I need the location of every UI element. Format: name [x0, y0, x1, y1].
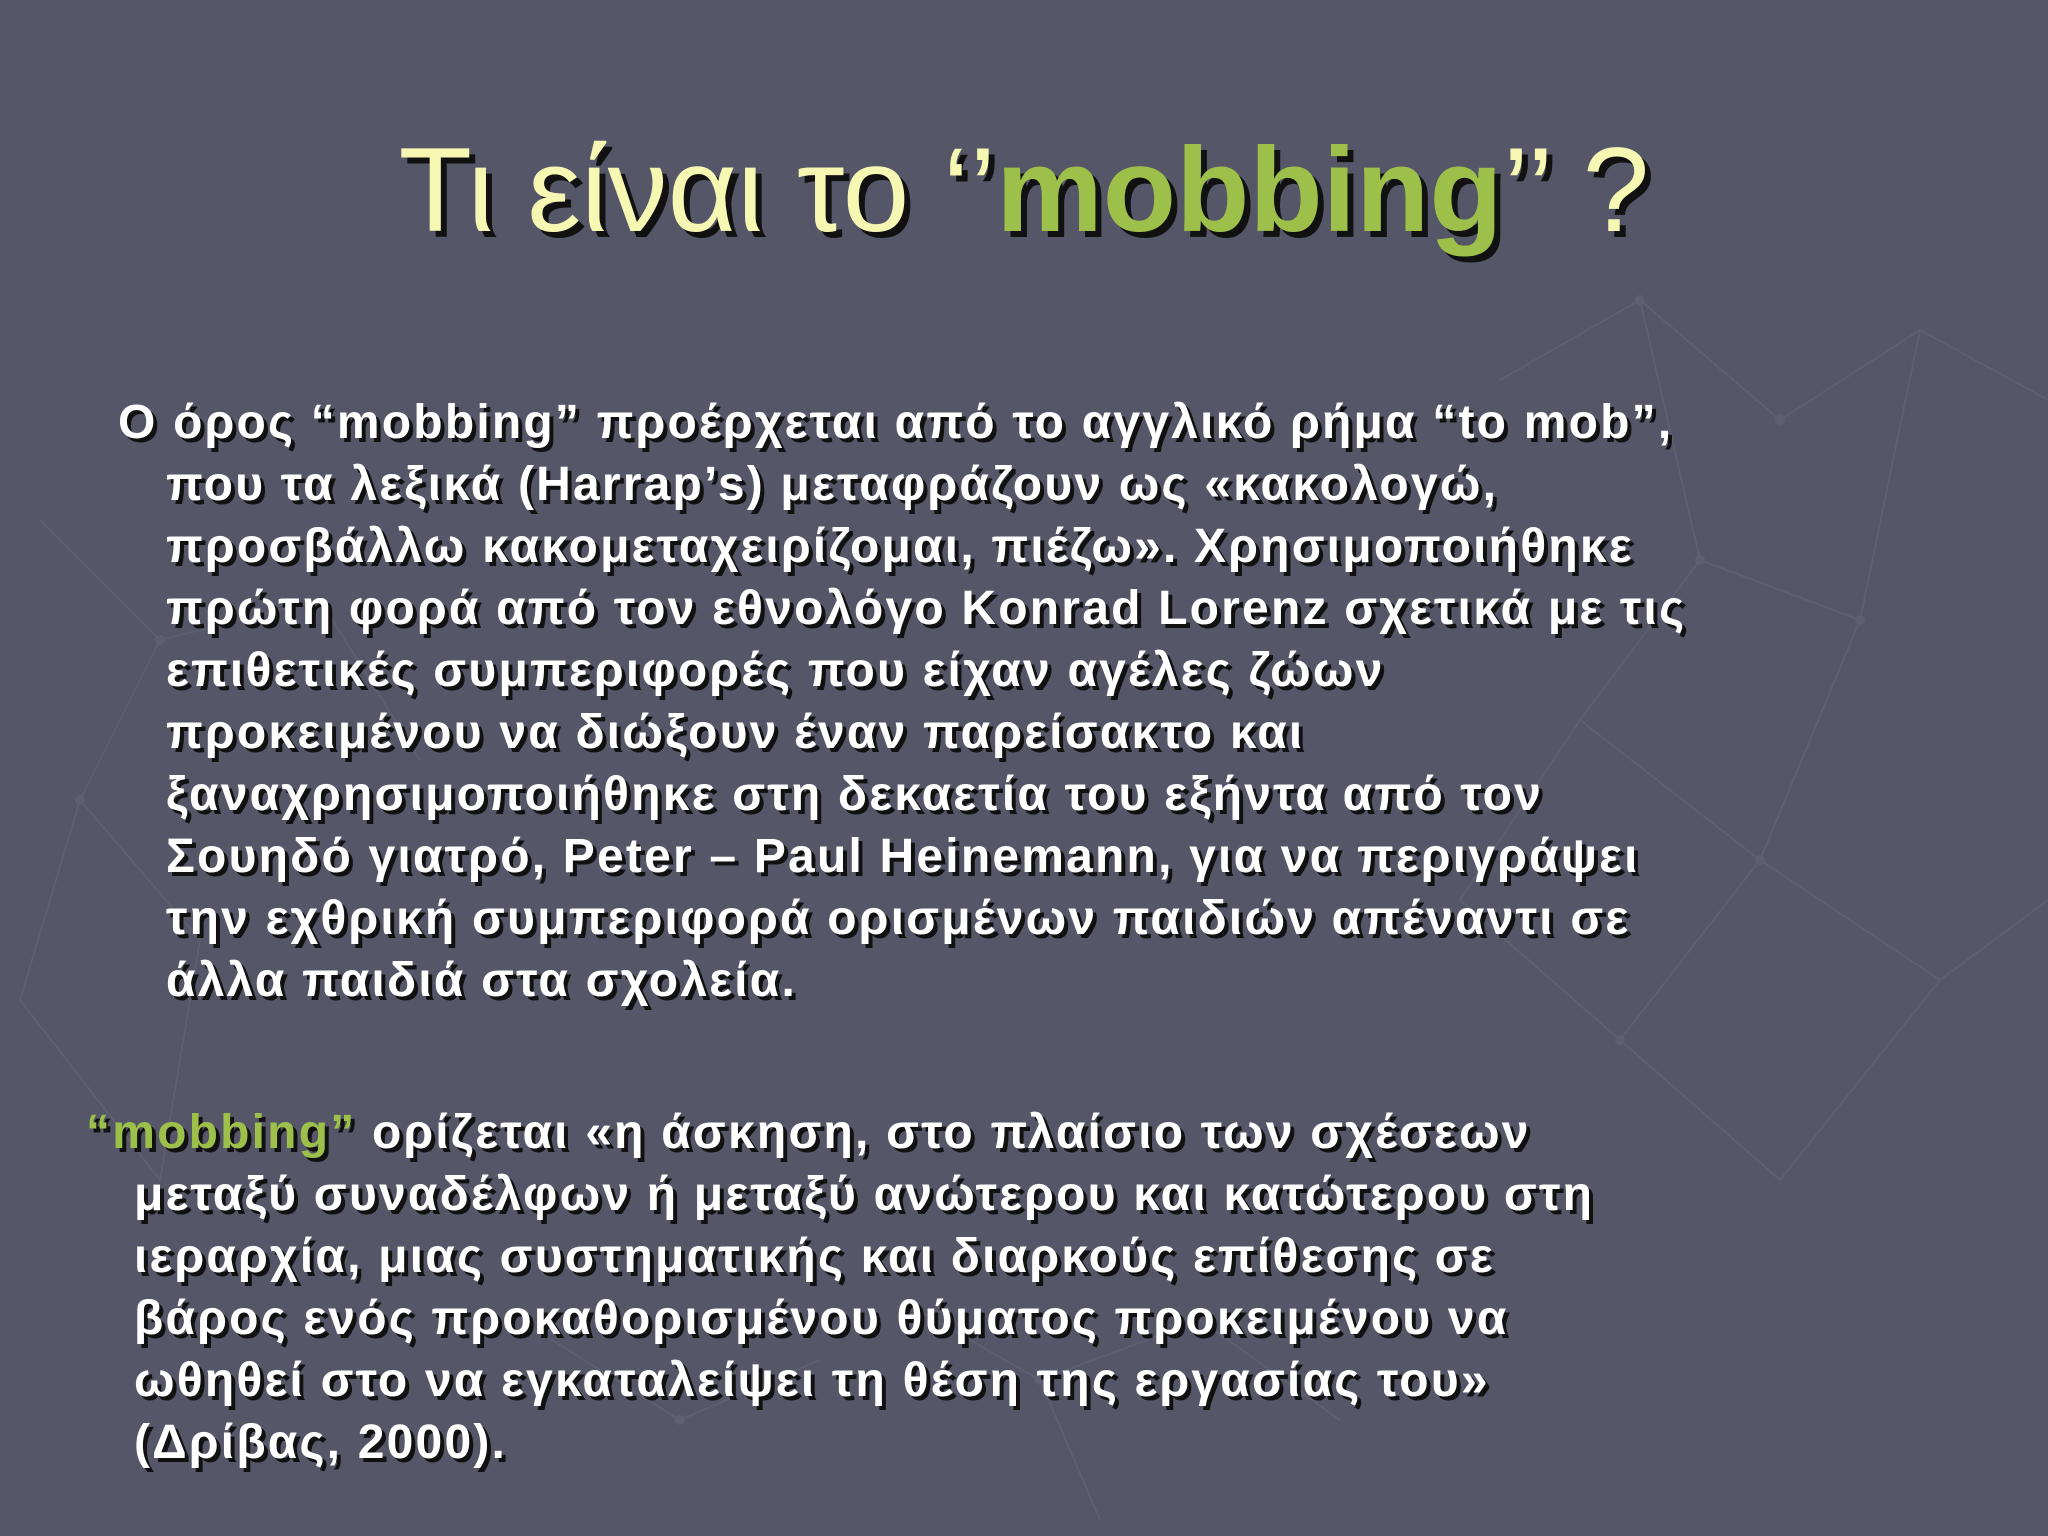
definition-paragraph-origin	[118, 392, 2018, 1012]
paragraph-line: Σουηδό γιατρό, Peter – Paul Heinemann, για να περιγράψει	[166, 830, 1640, 883]
paragraph-line: βάρος ενός προκαθορισμένου θύματος προκειμένου να	[134, 1292, 1509, 1345]
paragraph-line: την εχθρική συμπεριφορά ορισμένων παιδιών απέναντι σε	[166, 892, 1631, 945]
slide-title	[0, 118, 2048, 262]
definition-paragraph-meaning	[86, 1102, 1986, 1474]
paragraph-line: μεταξύ συναδέλφων ή μεταξύ ανώτερου και κατώτερου στη	[134, 1168, 1595, 1221]
paragraph-line: άλλα παιδιά στα σχολεία.	[166, 954, 797, 1007]
paragraph-line: ωθηθεί στο να εγκαταλείψει τη θέση της εργασίας του»	[134, 1354, 1490, 1407]
paragraph-first-line	[86, 1102, 1986, 1164]
paragraph-line: επιθετικές συμπεριφορές που είχαν αγέλες ζώων	[166, 644, 1385, 697]
title-highlight-term: mobbing	[996, 123, 1503, 257]
paragraph-line-rest: ορίζεται «η άσκηση, στο πλαίσιο των σχέσεων	[356, 1106, 1531, 1159]
paragraph-line: προσβάλλω κακομεταχειρίζομαι, πιέζω». Χρησιμοποιήθηκε	[166, 520, 1634, 573]
title-prefix: Τι είναι το	[398, 123, 943, 257]
paragraph-line: προκειμένου να διώξουν έναν παρείσακτο και	[166, 706, 1305, 759]
paragraph-line: ιεραρχία, μιας συστηματικής και διαρκούς επίθεσης σε	[134, 1230, 1495, 1283]
paragraph-line: ξαναχρησιμοποιήθηκε στη δεκαετία του εξήντα από τον	[166, 768, 1544, 821]
paragraph-line: που τα λεξικά (Harrap’s) μεταφράζουν ως «κακολογώ,	[166, 458, 1499, 511]
mobbing-term-highlight: “mobbing”	[86, 1106, 357, 1159]
title-open-quote: ‘’	[942, 123, 997, 257]
paragraph-line: πρώτη φορά από τον εθνολόγο Konrad Lorenz σχετικά με τις	[166, 582, 1687, 635]
title-close-quote: ’’	[1502, 123, 1550, 257]
paragraph-line: Ο όρος “mobbing” προέρχεται από το αγγλικό ρήμα “to mob”,	[118, 396, 1674, 449]
paragraph-line: (Δρίβας, 2000).	[134, 1416, 508, 1469]
title-suffix: ?	[1549, 123, 1650, 257]
